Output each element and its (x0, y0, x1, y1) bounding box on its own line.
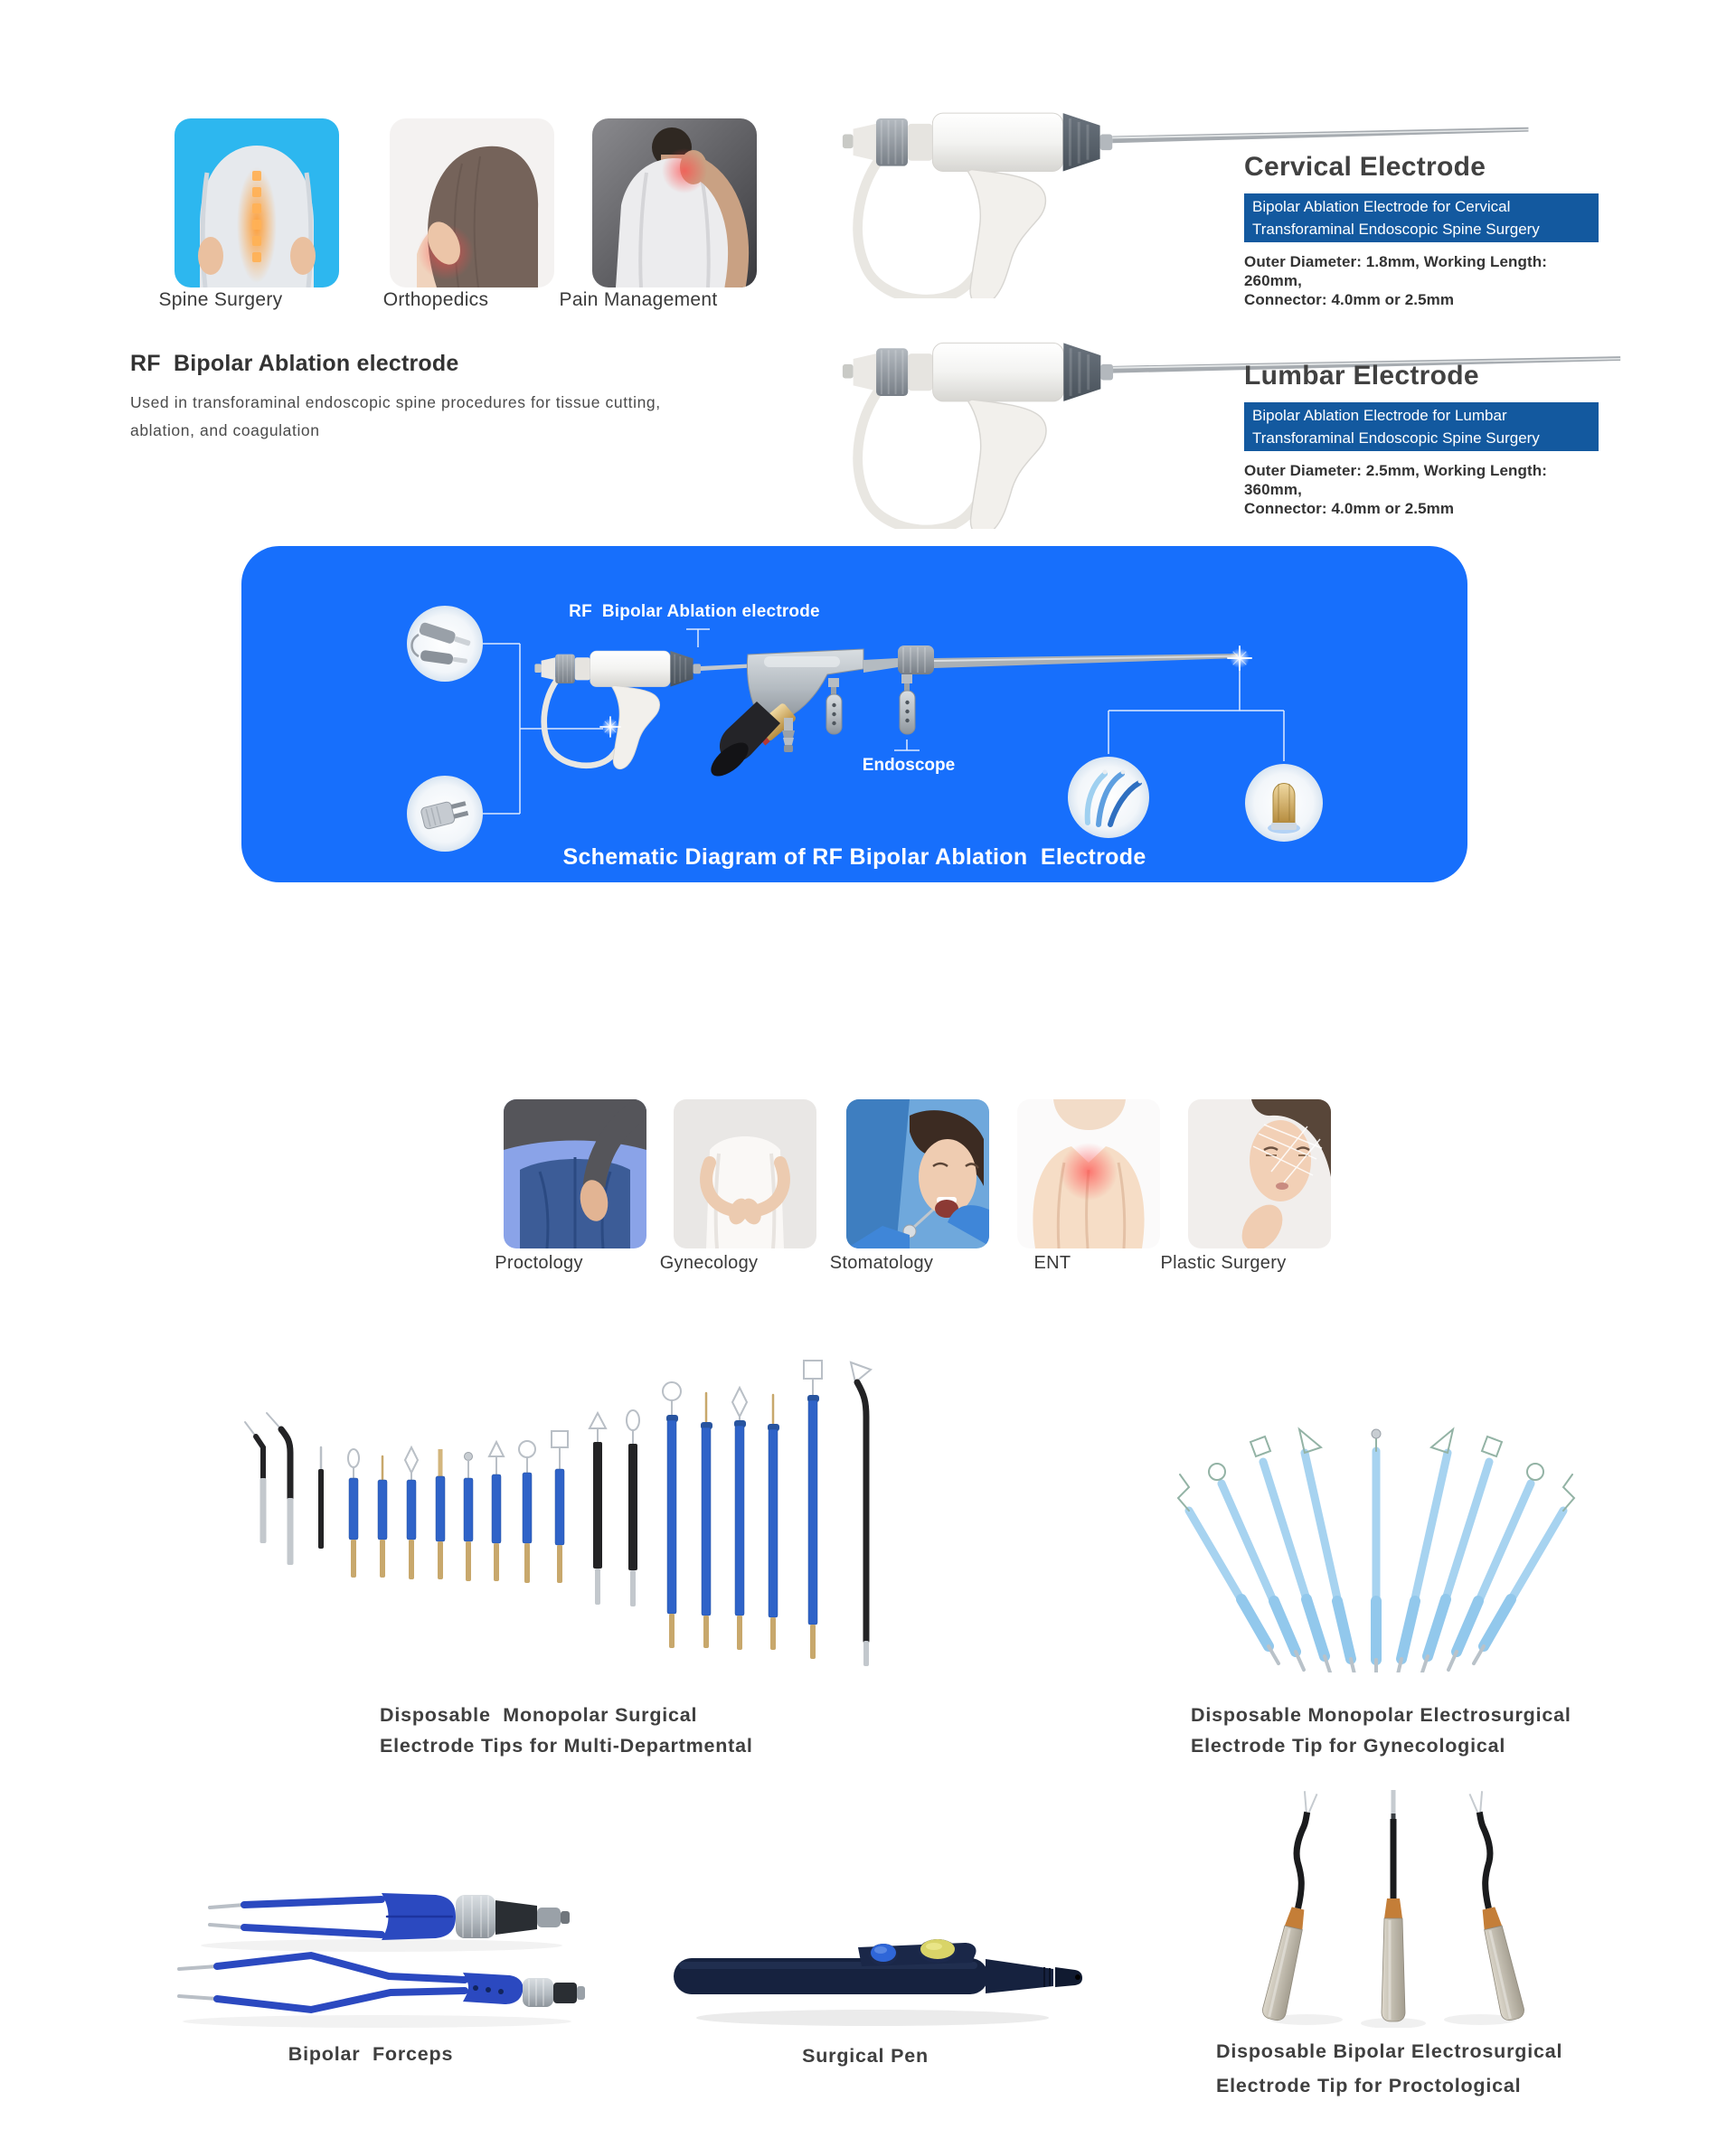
proctology-label: Proctology (495, 1253, 583, 1273)
lumbar-product-banner (1244, 402, 1599, 451)
cervical-spec-line1: Outer Diameter: 1.8mm, Working Length: 260mm, (1244, 253, 1552, 289)
lumbar-product-specs (1244, 461, 1606, 518)
page-description (130, 389, 763, 445)
cervical-banner-line1: Bipolar Ablation Electrode for Cervical (1252, 198, 1511, 215)
procto-tips-caption (1216, 2034, 1562, 2103)
surgical-pen-image (646, 1898, 1103, 2034)
monopolar-tips-image (231, 1342, 891, 1682)
gyn-tips-image (1162, 1424, 1587, 1672)
monopolar-caption-line2: Electrode Tips for Multi-Departmental (380, 1735, 753, 1757)
gyn-tips-caption (1191, 1700, 1571, 1761)
bipolar-forceps-image (165, 1853, 590, 2030)
procto-tips-image (1216, 1770, 1569, 2028)
page-description-line2: ablation, and coagulation (130, 421, 320, 439)
cervical-product-block (1244, 152, 1606, 309)
pain-management-image (592, 118, 757, 287)
spine-surgery-label: Spine Surgery (158, 289, 283, 310)
ent-image (1017, 1099, 1160, 1248)
page-description-line1: Used in transforaminal endoscopic spine procedures for tissue cutting, (130, 393, 661, 411)
orthopedics-label: Orthopedics (382, 289, 489, 310)
gynecology-image (674, 1099, 816, 1248)
schematic-caption: Schematic Diagram of RF Bipolar Ablation Electrode (562, 844, 1146, 870)
procto-caption-line2: Electrode Tip for Proctological (1216, 2075, 1522, 2096)
gyn-caption-line1: Disposable Monopolar Electrosurgical (1191, 1704, 1571, 1726)
lumbar-spec-line1: Outer Diameter: 2.5mm, Working Length: 360mm, (1244, 462, 1552, 498)
lumbar-spec-line2: Connector: 4.0mm or 2.5mm (1244, 500, 1455, 517)
cervical-product-name: Cervical Electrode (1244, 152, 1486, 182)
lumbar-product-name: Lumbar Electrode (1244, 361, 1479, 391)
valve-b (900, 674, 915, 734)
schematic-diagram (241, 546, 1467, 882)
schematic-electrode-label: RF Bipolar Ablation electrode (569, 602, 820, 621)
plastic-surgery-label: Plastic Surgery (1160, 1253, 1287, 1273)
orthopedics-image (390, 118, 554, 287)
schematic-endoscope-label: Endoscope (862, 756, 956, 775)
stomatology-image (846, 1099, 989, 1248)
bipolar-forceps-caption: Bipolar Forceps (288, 2043, 454, 2065)
proctology-image (504, 1099, 646, 1248)
cervical-product-specs (1244, 252, 1606, 309)
lumbar-banner-line2: Transforaminal Endoscopic Spine Surgery (1252, 429, 1540, 447)
valve-a (826, 678, 842, 734)
ent-label: ENT (1033, 1253, 1071, 1273)
gyn-caption-line2: Electrode Tip for Gynecological (1191, 1735, 1506, 1757)
plastic-surgery-image (1188, 1099, 1331, 1248)
lumbar-product-block (1244, 361, 1606, 518)
gynecology-label: Gynecology (659, 1253, 759, 1273)
procto-caption-line1: Disposable Bipolar Electrosurgical (1216, 2040, 1563, 2062)
monopolar-caption-line1: Disposable Monopolar Surgical (380, 1704, 698, 1726)
pain-management-label: Pain Management (559, 289, 718, 310)
cervical-product-banner (1244, 193, 1599, 242)
stomatology-label: Stomatology (829, 1253, 934, 1273)
cervical-spec-line2: Connector: 4.0mm or 2.5mm (1244, 291, 1455, 308)
schematic-panel (241, 546, 1467, 882)
lumbar-banner-line1: Bipolar Ablation Electrode for Lumbar (1252, 407, 1507, 424)
monopolar-tips-caption (380, 1700, 753, 1761)
cervical-banner-line2: Transforaminal Endoscopic Spine Surgery (1252, 221, 1540, 238)
surgical-pen-caption: Surgical Pen (802, 2045, 929, 2067)
spine-surgery-image (175, 118, 339, 287)
page-title: RF Bipolar Ablation electrode (130, 351, 459, 376)
